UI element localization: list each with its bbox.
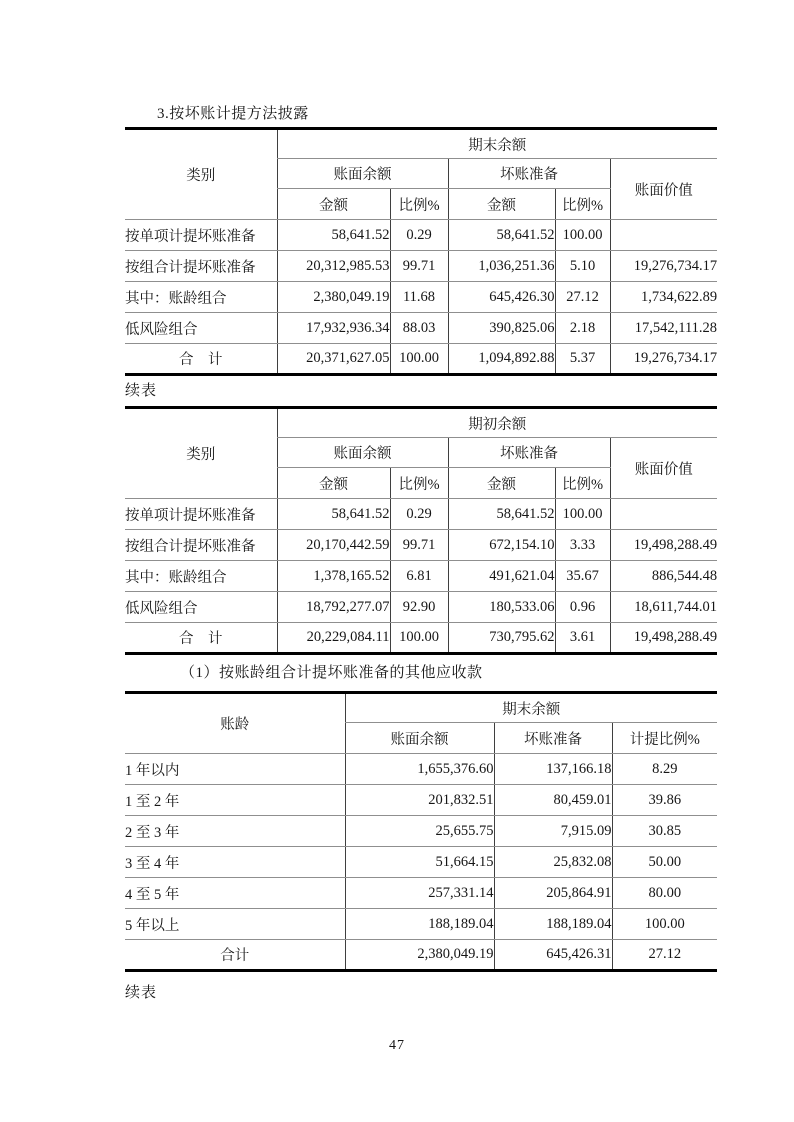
cell-provision: 80,459.01 (494, 785, 612, 816)
cell-ratio: 80.00 (612, 878, 717, 909)
cell-category: 按单项计提坏账准备 (125, 499, 277, 530)
cell-ratio: 27.12 (612, 940, 717, 971)
cell-category: 按组合计提坏账准备 (125, 251, 277, 282)
cell-balance: 51,664.15 (345, 847, 494, 878)
cell-amount: 390,825.06 (448, 313, 555, 344)
page-number: 47 (389, 1038, 405, 1053)
cell-book-value: 19,276,734.17 (610, 344, 717, 375)
col-header-ratio: 比例% (555, 468, 610, 499)
cell-book-value: 1,734,622.89 (610, 282, 717, 313)
cell-ratio: 35.67 (555, 561, 610, 592)
table-ending-balance (125, 127, 717, 376)
cell-amount: 58,641.52 (448, 499, 555, 530)
col-header-amount: 金额 (277, 189, 390, 220)
cell-provision: 645,426.31 (494, 940, 612, 971)
cell-amount: 17,932,936.34 (277, 313, 390, 344)
cell-provision: 7,915.09 (494, 816, 612, 847)
cell-ratio: 3.61 (555, 623, 610, 654)
cell-provision: 25,832.08 (494, 847, 612, 878)
cell-amount: 58,641.52 (448, 220, 555, 251)
col-header-book-balance: 账面余额 (345, 723, 494, 754)
col-header-amount: 金额 (277, 468, 390, 499)
table-row (125, 251, 717, 282)
cell-amount: 58,641.52 (277, 220, 390, 251)
cell-aging: 3 至 4 年 (125, 847, 345, 878)
table-row (125, 313, 717, 344)
table-row (125, 816, 717, 847)
col-header-ratio: 比例% (390, 189, 448, 220)
cell-ratio: 100.00 (390, 623, 448, 654)
cell-book-value: 19,276,734.17 (610, 251, 717, 282)
cell-ratio: 0.29 (390, 499, 448, 530)
table-row (125, 220, 717, 251)
cell-amount: 20,170,442.59 (277, 530, 390, 561)
cell-provision: 188,189.04 (494, 909, 612, 940)
cell-ratio: 3.33 (555, 530, 610, 561)
cell-ratio: 50.00 (612, 847, 717, 878)
col-header-bad-debt: 坏账准备 (448, 438, 610, 468)
cell-amount: 1,036,251.36 (448, 251, 555, 282)
cell-ratio: 99.71 (390, 530, 448, 561)
cell-ratio: 2.18 (555, 313, 610, 344)
cell-ratio: 100.00 (390, 344, 448, 375)
cell-book-value: 18,611,744.01 (610, 592, 717, 623)
cell-amount: 2,380,049.19 (277, 282, 390, 313)
col-header-period-balance: 期末余额 (277, 129, 717, 159)
cell-amount: 58,641.52 (277, 499, 390, 530)
cell-category: 合 计 (125, 623, 277, 654)
cell-category: 其中：账龄组合 (125, 282, 277, 313)
subsection-title: （1）按账龄组合计提坏账准备的其他应收款 (180, 665, 483, 681)
table-row (125, 878, 717, 909)
table-row-total (125, 940, 717, 971)
col-header-amount: 金额 (448, 189, 555, 220)
continued-table-label: 续表 (125, 985, 158, 1001)
cell-book-value: 17,542,111.28 (610, 313, 717, 344)
table-row-total (125, 623, 717, 654)
cell-ratio: 5.37 (555, 344, 610, 375)
cell-category: 合 计 (125, 344, 277, 375)
col-header-book-balance: 账面余额 (277, 159, 448, 189)
cell-amount: 180,533.06 (448, 592, 555, 623)
col-header-category: 类别 (125, 408, 277, 499)
col-header-provision-ratio: 计提比例% (612, 723, 717, 754)
cell-ratio: 88.03 (390, 313, 448, 344)
col-header-amount: 金额 (448, 468, 555, 499)
cell-category: 低风险组合 (125, 592, 277, 623)
cell-category: 其中：账龄组合 (125, 561, 277, 592)
cell-amount: 672,154.10 (448, 530, 555, 561)
cell-ratio: 39.86 (612, 785, 717, 816)
cell-ratio: 5.10 (555, 251, 610, 282)
col-header-ratio: 比例% (390, 468, 448, 499)
cell-balance: 188,189.04 (345, 909, 494, 940)
cell-book-value (610, 220, 717, 251)
table-row (125, 909, 717, 940)
col-header-bad-debt: 坏账准备 (448, 159, 610, 189)
cell-balance: 1,655,376.60 (345, 754, 494, 785)
table-row-total (125, 344, 717, 375)
cell-amount: 18,792,277.07 (277, 592, 390, 623)
cell-balance: 25,655.75 (345, 816, 494, 847)
page-content (125, 105, 717, 1008)
table-row (125, 282, 717, 313)
cell-provision: 137,166.18 (494, 754, 612, 785)
table-row (125, 754, 717, 785)
cell-category: 低风险组合 (125, 313, 277, 344)
col-header-bad-debt: 坏账准备 (494, 723, 612, 754)
cell-category: 按单项计提坏账准备 (125, 220, 277, 251)
col-header-book-value: 账面价值 (610, 159, 717, 220)
col-header-period-balance: 期末余额 (345, 693, 717, 723)
table-row (125, 499, 717, 530)
cell-ratio: 30.85 (612, 816, 717, 847)
table-row (125, 561, 717, 592)
cell-aging: 1 年以内 (125, 754, 345, 785)
cell-ratio: 99.71 (390, 251, 448, 282)
col-header-aging: 账龄 (125, 693, 345, 754)
cell-aging: 合计 (125, 940, 345, 971)
cell-ratio: 0.29 (390, 220, 448, 251)
cell-provision: 205,864.91 (494, 878, 612, 909)
table-beginning-balance (125, 406, 717, 655)
cell-category: 按组合计提坏账准备 (125, 530, 277, 561)
col-header-ratio: 比例% (555, 189, 610, 220)
col-header-category: 类别 (125, 129, 277, 220)
cell-balance: 2,380,049.19 (345, 940, 494, 971)
cell-book-value (610, 499, 717, 530)
cell-ratio: 0.96 (555, 592, 610, 623)
cell-balance: 257,331.14 (345, 878, 494, 909)
cell-ratio: 100.00 (612, 909, 717, 940)
cell-book-value: 886,544.48 (610, 561, 717, 592)
cell-ratio: 8.29 (612, 754, 717, 785)
cell-amount: 20,312,985.53 (277, 251, 390, 282)
cell-aging: 1 至 2 年 (125, 785, 345, 816)
col-header-book-value: 账面价值 (610, 438, 717, 499)
cell-aging: 4 至 5 年 (125, 878, 345, 909)
cell-amount: 645,426.30 (448, 282, 555, 313)
col-header-book-balance: 账面余额 (277, 438, 448, 468)
cell-amount: 20,371,627.05 (277, 344, 390, 375)
cell-ratio: 11.68 (390, 282, 448, 313)
cell-ratio: 100.00 (555, 499, 610, 530)
continued-table-label: 续表 (125, 383, 158, 399)
cell-book-value: 19,498,288.49 (610, 530, 717, 561)
col-header-period-balance: 期初余额 (277, 408, 717, 438)
cell-aging: 2 至 3 年 (125, 816, 345, 847)
cell-aging: 5 年以上 (125, 909, 345, 940)
table-row (125, 785, 717, 816)
table-row (125, 530, 717, 561)
cell-amount: 20,229,084.11 (277, 623, 390, 654)
cell-ratio: 6.81 (390, 561, 448, 592)
table-aging-analysis (125, 691, 717, 972)
table-row (125, 592, 717, 623)
cell-ratio: 100.00 (555, 220, 610, 251)
cell-ratio: 27.12 (555, 282, 610, 313)
table-row (125, 847, 717, 878)
cell-amount: 491,621.04 (448, 561, 555, 592)
cell-balance: 201,832.51 (345, 785, 494, 816)
section-title: 3.按坏账计提方法披露 (157, 106, 309, 122)
cell-amount: 730,795.62 (448, 623, 555, 654)
cell-amount: 1,094,892.88 (448, 344, 555, 375)
cell-ratio: 92.90 (390, 592, 448, 623)
cell-book-value: 19,498,288.49 (610, 623, 717, 654)
cell-amount: 1,378,165.52 (277, 561, 390, 592)
